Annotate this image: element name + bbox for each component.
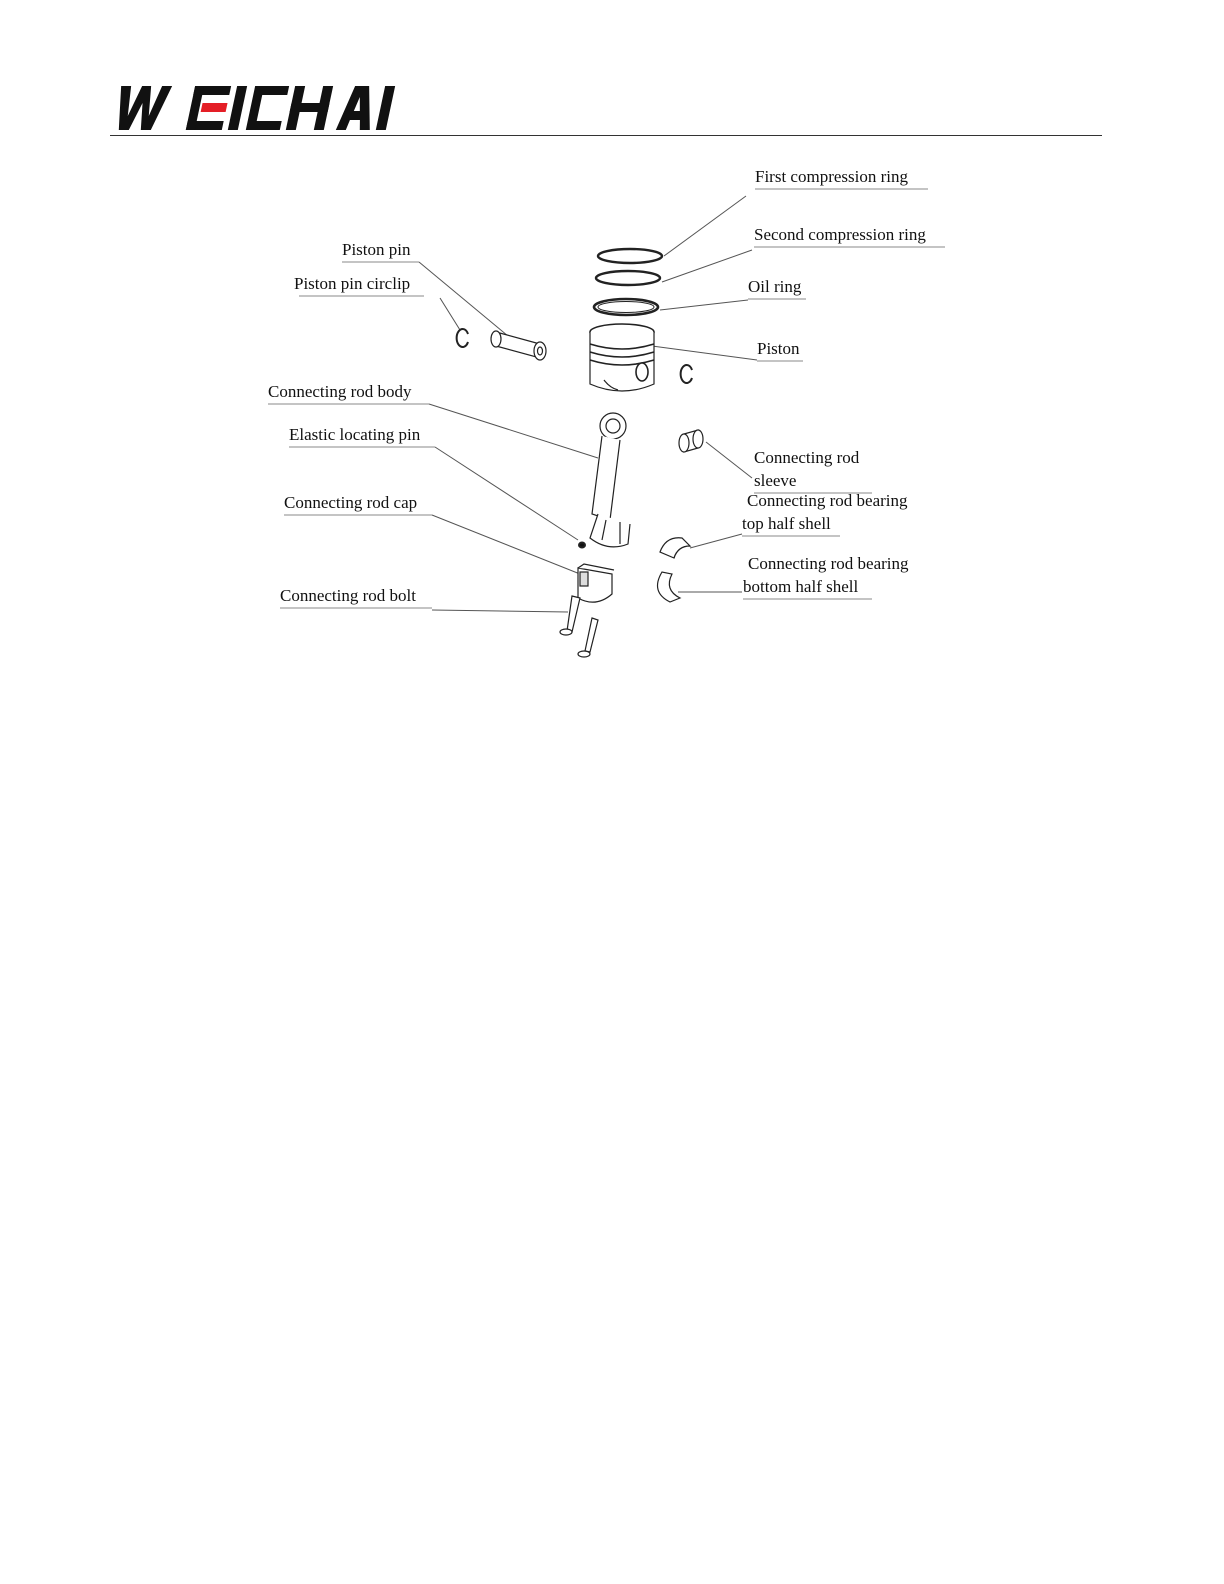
piston bbox=[590, 324, 654, 391]
piston-pin-circlip-right bbox=[681, 365, 692, 383]
leader-lines bbox=[419, 196, 757, 612]
piston-pin-circlip-left bbox=[457, 329, 468, 347]
first-compression-ring bbox=[598, 249, 662, 263]
bearing-top-half-shell bbox=[660, 538, 690, 558]
label-elastic-locating-pin: Elastic locating pin bbox=[289, 425, 421, 444]
label-bearing-bottom-line2: bottom half shell bbox=[743, 577, 859, 596]
label-piston: Piston bbox=[757, 339, 800, 358]
bearing-bottom-half-shell bbox=[658, 572, 681, 602]
label-bearing-top-line2: top half shell bbox=[742, 514, 831, 533]
connecting-rod-bolt-1 bbox=[560, 596, 580, 635]
connecting-rod-sleeve bbox=[679, 430, 703, 452]
label-piston-pin-circlip: Piston pin circlip bbox=[294, 274, 411, 293]
piston-pin bbox=[491, 331, 546, 360]
second-compression-ring bbox=[596, 271, 660, 285]
connecting-rod-body bbox=[590, 413, 630, 547]
label-second-compression-ring: Second compression ring bbox=[754, 225, 926, 244]
label-piston-pin: Piston pin bbox=[342, 240, 411, 259]
label-oil-ring: Oil ring bbox=[748, 277, 802, 296]
oil-ring bbox=[594, 299, 658, 315]
connecting-rod-cap bbox=[578, 564, 614, 602]
label-bearing-bottom-line1: Connecting rod bearing bbox=[748, 554, 909, 573]
elastic-locating-pin bbox=[579, 543, 585, 548]
connecting-rod-bolt-2 bbox=[578, 618, 598, 657]
label-connecting-rod-sleeve-line1: Connecting rod bbox=[754, 448, 860, 467]
label-connecting-rod-body: Connecting rod body bbox=[268, 382, 412, 401]
label-connecting-rod-bolt: Connecting rod bolt bbox=[280, 586, 416, 605]
label-connecting-rod-cap: Connecting rod cap bbox=[284, 493, 418, 512]
label-first-compression-ring: First compression ring bbox=[755, 167, 908, 186]
exploded-view-drawing bbox=[0, 0, 1224, 700]
label-connecting-rod-sleeve-line2: sleeve bbox=[754, 471, 797, 490]
label-bearing-top-line1: Connecting rod bearing bbox=[747, 491, 908, 510]
